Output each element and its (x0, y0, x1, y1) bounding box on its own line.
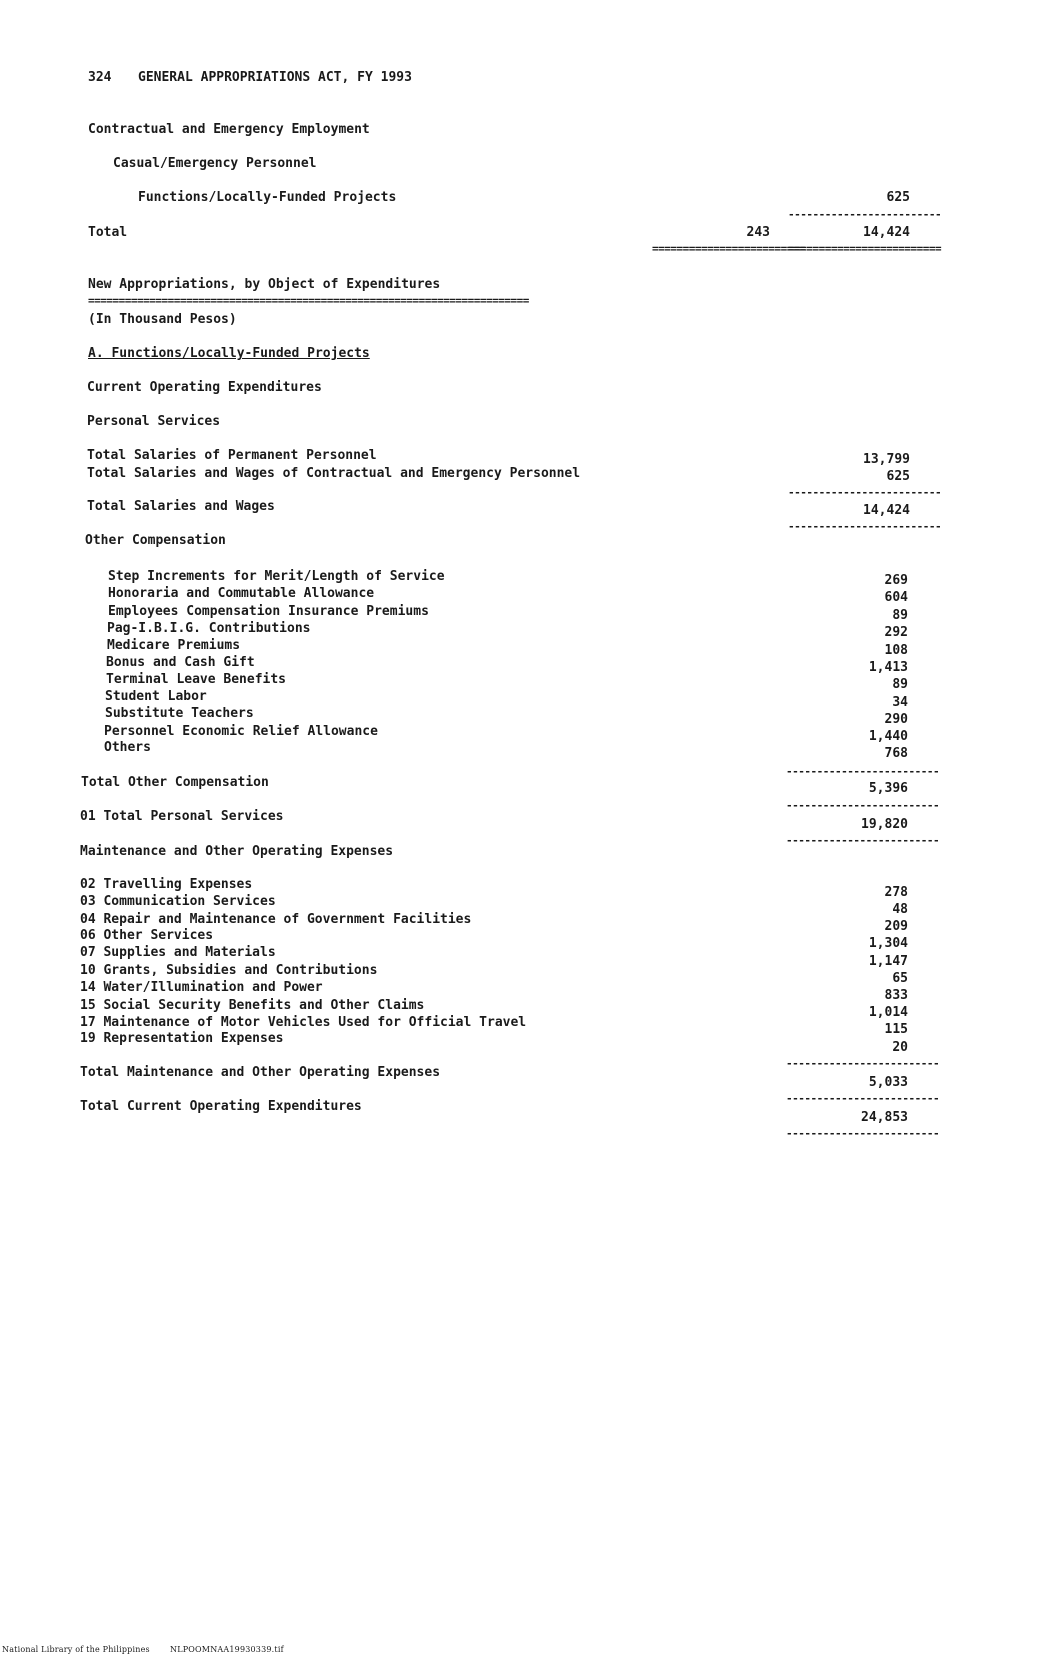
contractual-heading: Contractual and Emergency Employment (88, 122, 370, 137)
rule-dash: ------------------------- (786, 1092, 940, 1105)
total-mooe-label: Total Maintenance and Other Operating Expenses (80, 1065, 441, 1080)
other-comp-value: 1,440 (868, 729, 908, 744)
mooe-label: 14 Water/Illumination and Power (80, 980, 323, 995)
rule-dash: ------------------------- (786, 1127, 940, 1140)
other-comp-label: Pag-I.B.I.G. Contributions (107, 621, 311, 636)
rule-dash: ------------------------- (786, 765, 940, 778)
rule-dash: ------------------------- (788, 208, 942, 221)
other-comp-value: 1,413 (868, 660, 908, 675)
salary-label: Total Salaries of Permanent Personnel (87, 448, 377, 463)
footer-file: NLPOOMNAA19930339.tif (170, 1645, 284, 1654)
other-comp-value: 108 (884, 643, 908, 658)
total-mooe-value: 5,033 (868, 1075, 908, 1090)
mooe-heading: Maintenance and Other Operating Expenses (80, 844, 394, 859)
other-comp-label: Medicare Premiums (107, 638, 241, 653)
other-comp-value: 89 (892, 677, 908, 692)
mooe-value: 115 (884, 1022, 908, 1037)
total-positions: 243 (746, 225, 770, 240)
total-salaries-value: 14,424 (863, 503, 910, 518)
rule-dash: ------------------------- (786, 799, 940, 812)
mooe-value: 65 (892, 971, 908, 986)
total-other-comp-label: Total Other Compensation (81, 775, 269, 790)
other-comp-value: 290 (884, 712, 908, 727)
other-comp-value: 604 (884, 590, 908, 605)
mooe-label: 07 Supplies and Materials (80, 945, 276, 960)
mooe-label: 04 Repair and Maintenance of Government Facilities (80, 912, 472, 927)
functions-value: 625 (886, 190, 910, 205)
other-comp-label: Personnel Economic Relief Allowance (104, 724, 378, 739)
other-comp-label: Step Increments for Merit/Length of Service (108, 569, 445, 584)
other-comp-label: Substitute Teachers (105, 706, 254, 721)
total-current-label: Total Current Operating Expenditures (80, 1099, 362, 1114)
total-personal-value: 19,820 (861, 817, 908, 832)
functions-label: Functions/Locally-Funded Projects (138, 190, 397, 205)
total-current-value: 24,853 (861, 1110, 908, 1125)
footer-library: National Library of the Philippines (2, 1645, 150, 1654)
total-personal-label: 01 Total Personal Services (80, 809, 284, 824)
mooe-value: 1,147 (868, 954, 908, 969)
mooe-label: 10 Grants, Subsidies and Contributions (80, 963, 378, 978)
other-comp-label: Student Labor (105, 689, 207, 704)
section-a-heading: A. Functions/Locally-Funded Projects (88, 346, 370, 361)
mooe-label: 02 Travelling Expenses (80, 877, 253, 892)
mooe-label: 17 Maintenance of Motor Vehicles Used for Official Travel (80, 1015, 527, 1030)
mooe-value: 278 (884, 885, 908, 900)
new-appropriations-title: New Appropriations, by Object of Expenditures (88, 277, 441, 292)
other-comp-value: 292 (884, 625, 908, 640)
other-comp-label: Honoraria and Commutable Allowance (108, 586, 375, 601)
mooe-value: 1,014 (868, 1005, 908, 1020)
salary-value: 13,799 (863, 452, 910, 467)
mooe-value: 20 (892, 1040, 908, 1055)
current-operating-heading: Current Operating Expenditures (87, 380, 322, 395)
personal-services-heading: Personal Services (87, 414, 221, 429)
other-comp-label: Others (104, 740, 151, 755)
total-salaries-label: Total Salaries and Wages (87, 499, 275, 514)
salary-label: Total Salaries and Wages of Contractual and Emergency Personnel (87, 466, 581, 481)
mooe-value: 209 (884, 919, 908, 934)
other-comp-value: 34 (892, 695, 908, 710)
mooe-label: 19 Representation Expenses (80, 1031, 284, 1046)
other-comp-label: Employees Compensation Insurance Premiums (108, 604, 429, 619)
salary-value: 625 (886, 469, 910, 484)
other-comp-heading: Other Compensation (85, 533, 226, 548)
units-note: (In Thousand Pesos) (88, 312, 237, 327)
mooe-value: 833 (884, 988, 908, 1003)
rule-double: ======================================================================== (88, 294, 529, 307)
rule-double: ========================= (652, 242, 806, 255)
casual-heading: Casual/Emergency Personnel (113, 156, 317, 171)
other-comp-value: 89 (892, 608, 908, 623)
other-comp-value: 768 (884, 746, 908, 761)
other-comp-label: Bonus and Cash Gift (106, 655, 255, 670)
total-label: Total (88, 225, 128, 240)
mooe-label: 15 Social Security Benefits and Other Claims (80, 998, 425, 1013)
mooe-label: 06 Other Services (80, 928, 214, 943)
mooe-value: 48 (892, 902, 908, 917)
mooe-label: 03 Communication Services (80, 894, 276, 909)
mooe-value: 1,304 (868, 936, 908, 951)
rule-dash: ------------------------- (788, 520, 942, 533)
total-amount: 14,424 (863, 225, 910, 240)
rule-double: ========================= (788, 242, 942, 255)
rule-dash: ------------------------- (788, 486, 942, 499)
other-comp-label: Terminal Leave Benefits (106, 672, 287, 687)
total-other-comp-value: 5,396 (868, 781, 908, 796)
rule-dash: ------------------------- (786, 834, 940, 847)
other-comp-value: 269 (884, 573, 908, 588)
page-number: 324 (88, 70, 112, 85)
page-title: GENERAL APPROPRIATIONS ACT, FY 1993 (138, 70, 412, 85)
rule-dash: ------------------------- (786, 1057, 940, 1070)
